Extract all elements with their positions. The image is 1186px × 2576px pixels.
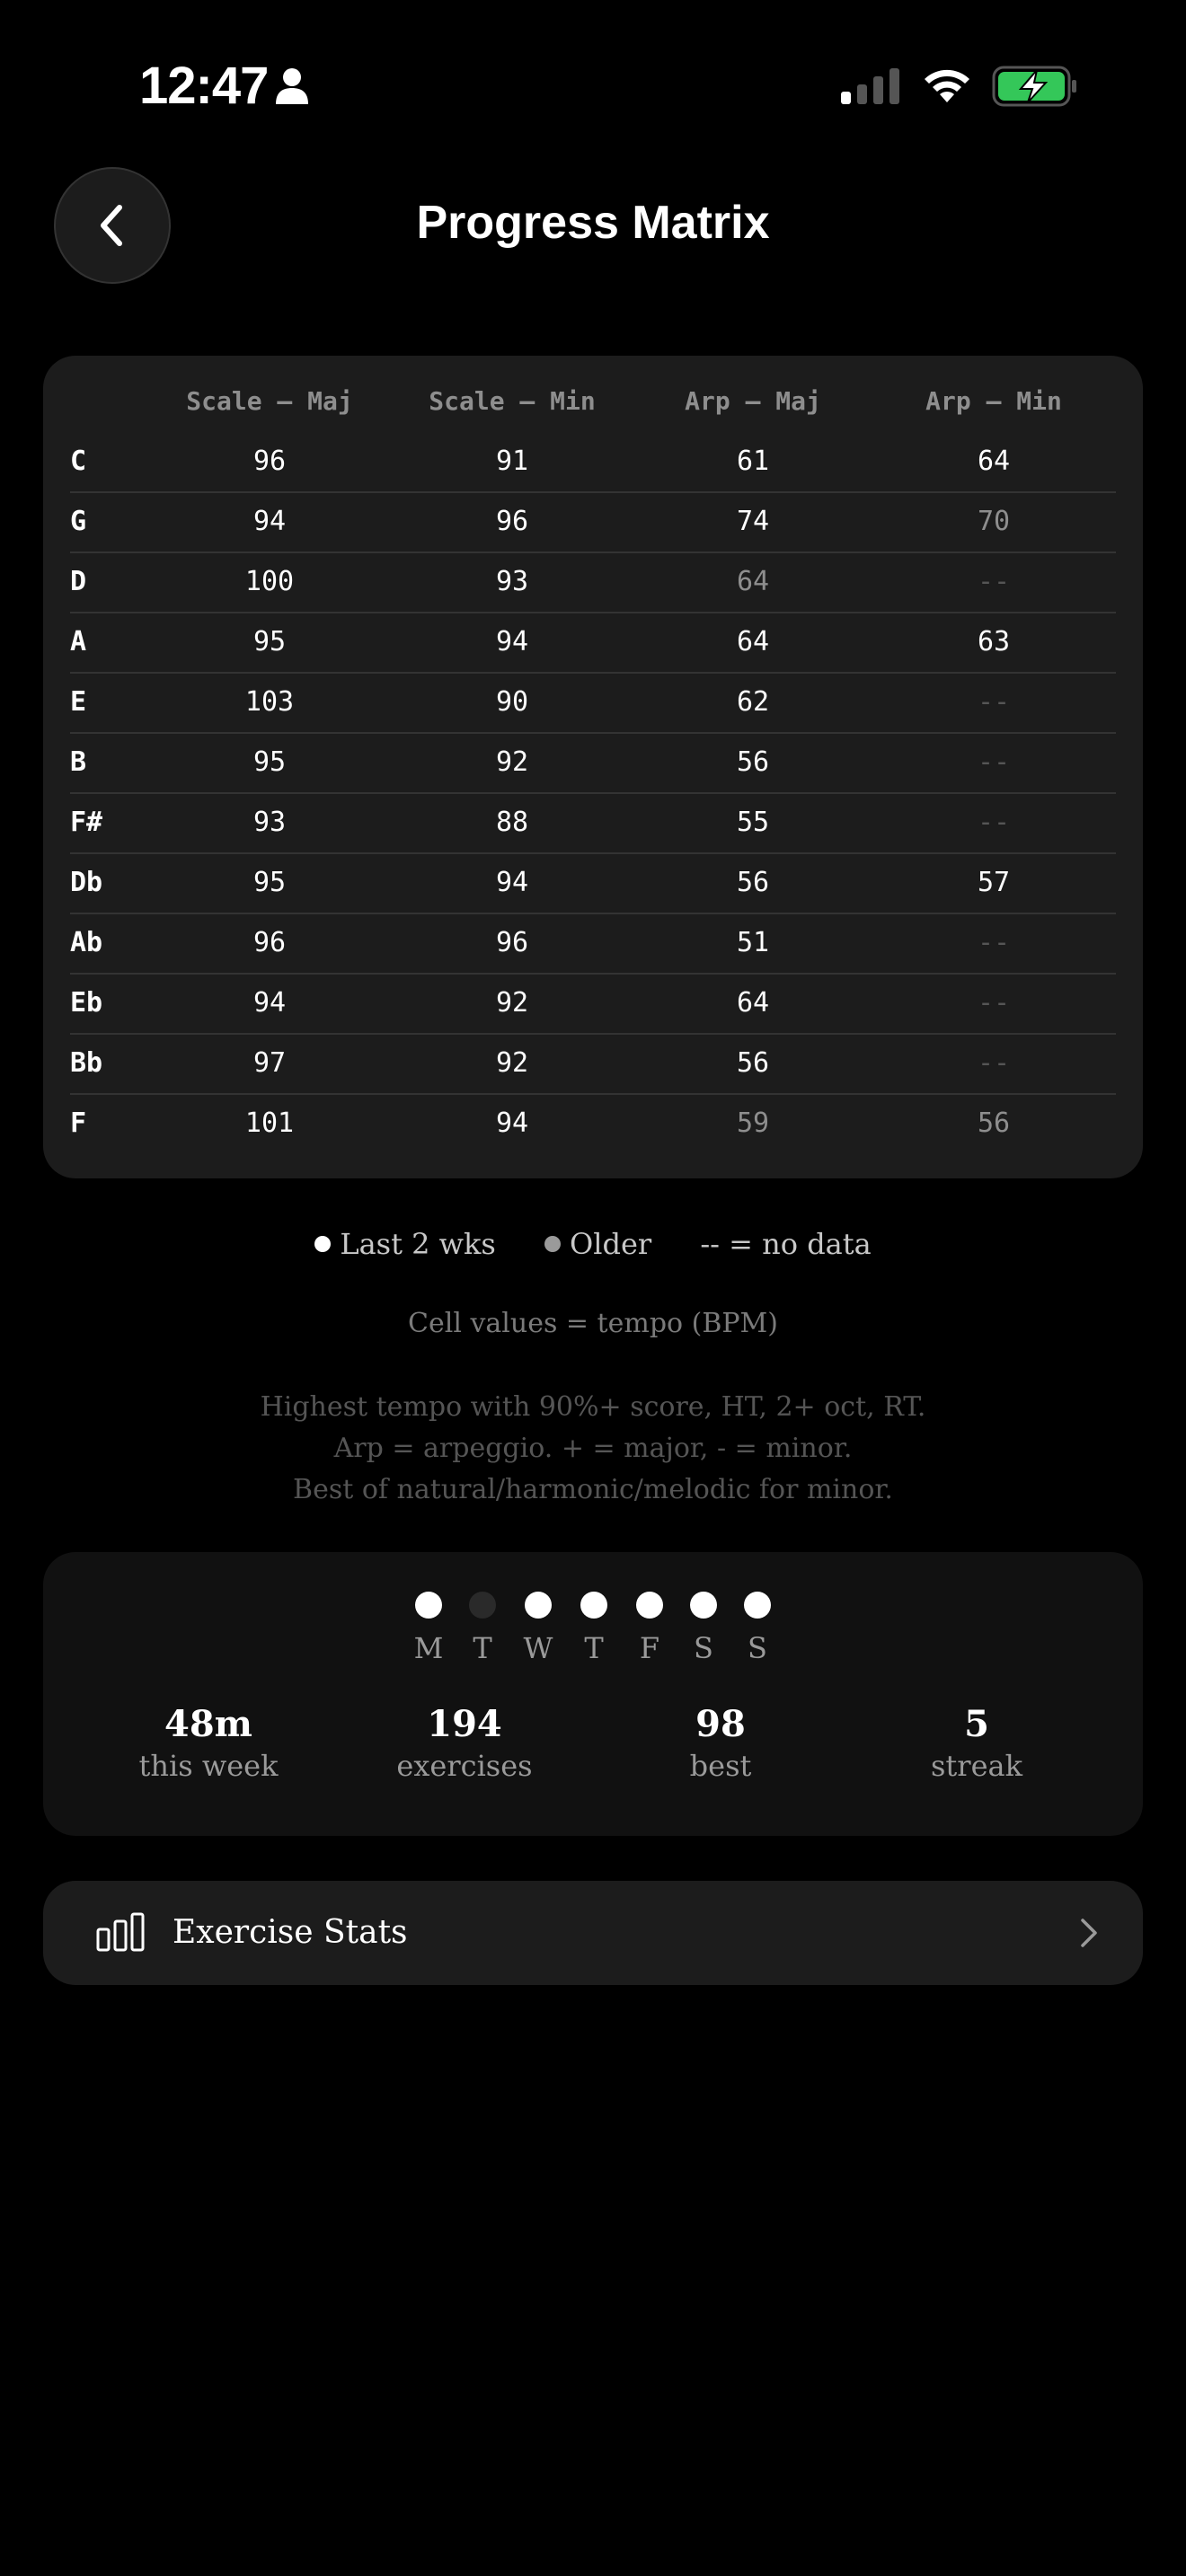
battery-charging-icon <box>992 65 1078 108</box>
column-header: Scale – Maj <box>186 386 353 416</box>
criteria-notes <box>0 1387 1186 1511</box>
matrix-cell: 56 <box>736 746 770 778</box>
matrix-cell: 94 <box>252 506 287 537</box>
active-day-dot-icon <box>636 1592 663 1619</box>
bar-chart-icon <box>95 1911 146 1953</box>
criteria-note-line: Arp = arpeggio. + = major, - = minor. <box>333 1433 853 1464</box>
matrix-row <box>70 792 1116 852</box>
row-key-label: C <box>70 446 87 477</box>
row-key-label: B <box>70 746 87 778</box>
column-header: Scale – Min <box>429 386 596 416</box>
matrix-cell: 51 <box>736 927 770 958</box>
matrix-cell: 91 <box>495 446 529 477</box>
row-key-label: F# <box>70 807 103 838</box>
matrix-cell: 63 <box>977 626 1011 657</box>
matrix-cell: 64 <box>736 626 770 657</box>
inactive-day-dot-icon <box>469 1592 496 1619</box>
row-key-label: D <box>70 566 87 597</box>
active-day-dot-icon <box>580 1592 607 1619</box>
matrix-row <box>70 732 1116 792</box>
chevron-right-icon <box>1078 1917 1100 1949</box>
matrix-cell: 88 <box>495 807 529 838</box>
row-key-label: Ab <box>70 927 103 958</box>
row-key-label: E <box>70 686 87 718</box>
weekday-indicator <box>456 1592 509 1665</box>
stat-value: 48m <box>164 1703 252 1745</box>
column-header: Arp – Min <box>925 386 1062 416</box>
wifi-icon <box>922 66 972 106</box>
matrix-cell: -- <box>977 987 1011 1019</box>
legend-older <box>544 1227 651 1261</box>
matrix-cell: 93 <box>252 807 287 838</box>
weekday-indicator <box>511 1592 565 1665</box>
matrix-cell: 97 <box>252 1047 287 1079</box>
column-header: Arp – Maj <box>685 386 821 416</box>
matrix-cell: 100 <box>244 566 295 597</box>
stat-label: best <box>689 1749 752 1783</box>
matrix-cell: 94 <box>495 867 529 898</box>
legend-nodata: -- = no data <box>700 1227 872 1261</box>
stat-value: 5 <box>964 1703 989 1745</box>
older-dot-icon <box>544 1236 561 1252</box>
active-day-dot-icon <box>690 1592 717 1619</box>
person-icon <box>274 66 310 106</box>
status-time: 12:47 <box>139 57 269 115</box>
matrix-cell: 56 <box>977 1107 1011 1139</box>
row-key-label: Eb <box>70 987 103 1019</box>
matrix-cell: 92 <box>495 987 529 1019</box>
row-key-label: F <box>70 1107 87 1139</box>
matrix-cell: 57 <box>977 867 1011 898</box>
stat-value: 98 <box>695 1703 746 1745</box>
matrix-cell: 95 <box>252 746 287 778</box>
matrix-cell: 90 <box>495 686 529 718</box>
legend-older-label: Older <box>570 1227 652 1261</box>
matrix-cell: 96 <box>252 446 287 477</box>
matrix-cell: 94 <box>252 987 287 1019</box>
matrix-cell: 70 <box>977 506 1011 537</box>
matrix-row <box>70 913 1116 973</box>
matrix-cell: -- <box>977 807 1011 838</box>
page-title: Progress Matrix <box>416 197 770 249</box>
row-key-label: Bb <box>70 1047 103 1079</box>
matrix-cell: -- <box>977 927 1011 958</box>
stat-value: 194 <box>427 1703 502 1745</box>
weekday-indicator <box>730 1592 784 1665</box>
matrix-cell: 64 <box>736 987 770 1019</box>
matrix-cell: 55 <box>736 807 770 838</box>
matrix-cell: -- <box>977 746 1011 778</box>
matrix-cell: 64 <box>977 446 1011 477</box>
summary-stat <box>80 1703 337 1783</box>
weekday-indicator <box>402 1592 456 1665</box>
row-key-label: A <box>70 626 87 657</box>
matrix-cell: -- <box>977 566 1011 597</box>
matrix-row <box>70 491 1116 551</box>
matrix-row <box>70 1093 1116 1153</box>
weekday-label: F <box>639 1631 660 1665</box>
tempo-note: Cell values = tempo (BPM) <box>408 1308 778 1339</box>
summary-stat <box>592 1703 849 1783</box>
stat-label: this week <box>138 1749 279 1783</box>
matrix-cell: 92 <box>495 1047 529 1079</box>
matrix-row <box>70 973 1116 1033</box>
weekday-label: S <box>694 1631 713 1665</box>
matrix-cell: -- <box>977 686 1011 718</box>
matrix-cell: 74 <box>736 506 770 537</box>
status-bar <box>0 0 1186 171</box>
matrix-row <box>70 1033 1116 1093</box>
matrix-row <box>70 852 1116 913</box>
active-day-dot-icon <box>525 1592 552 1619</box>
matrix-cell: -- <box>977 1047 1011 1079</box>
matrix-cell: 94 <box>495 626 529 657</box>
matrix-cell: 59 <box>736 1107 770 1139</box>
summary-stat <box>336 1703 593 1783</box>
matrix-row <box>70 672 1116 732</box>
exercise-stats-label: Exercise Stats <box>173 1914 408 1951</box>
matrix-row <box>70 551 1116 612</box>
matrix-cell: 64 <box>736 566 770 597</box>
matrix-row <box>70 431 1116 491</box>
active-day-dot-icon <box>744 1592 771 1619</box>
criteria-note-line: Best of natural/harmonic/melodic for minor. <box>293 1474 893 1505</box>
matrix-cell: 96 <box>495 506 529 537</box>
matrix-cell: 96 <box>495 927 529 958</box>
active-day-dot-icon <box>415 1592 442 1619</box>
matrix-cell: 92 <box>495 746 529 778</box>
row-key-label: Db <box>70 867 103 898</box>
matrix-cell: 93 <box>495 566 529 597</box>
matrix-cell: 95 <box>252 867 287 898</box>
cellular-signal-icon <box>839 66 902 106</box>
matrix-cell: 61 <box>736 446 770 477</box>
weekday-label: T <box>473 1631 492 1665</box>
summary-stat <box>848 1703 1105 1783</box>
matrix-cell: 101 <box>244 1107 295 1139</box>
criteria-note-line: Highest tempo with 90%+ score, HT, 2+ oct, RT. <box>260 1391 926 1423</box>
weekday-label: T <box>584 1631 604 1665</box>
legend-recent-label: Last 2 wks <box>340 1227 496 1261</box>
matrix-cell: 62 <box>736 686 770 718</box>
stat-label: exercises <box>396 1749 533 1783</box>
weekday-indicator <box>567 1592 621 1665</box>
weekday-label: S <box>748 1631 767 1665</box>
matrix-row <box>70 612 1116 672</box>
matrix-cell: 56 <box>736 867 770 898</box>
matrix-cell: 96 <box>252 927 287 958</box>
weekday-indicator <box>623 1592 677 1665</box>
legend <box>0 1227 1186 1261</box>
exercise-stats-button[interactable] <box>43 1881 1143 1985</box>
matrix-cell: 56 <box>736 1047 770 1079</box>
weekday-label: W <box>523 1631 553 1665</box>
weekday-indicator <box>677 1592 730 1665</box>
row-key-label: G <box>70 506 87 537</box>
stat-label: streak <box>931 1749 1022 1783</box>
recent-dot-icon <box>314 1236 331 1252</box>
weekday-label: M <box>413 1631 444 1665</box>
matrix-cell: 95 <box>252 626 287 657</box>
matrix-cell: 103 <box>244 686 295 718</box>
legend-recent <box>314 1227 496 1261</box>
matrix-cell: 94 <box>495 1107 529 1139</box>
